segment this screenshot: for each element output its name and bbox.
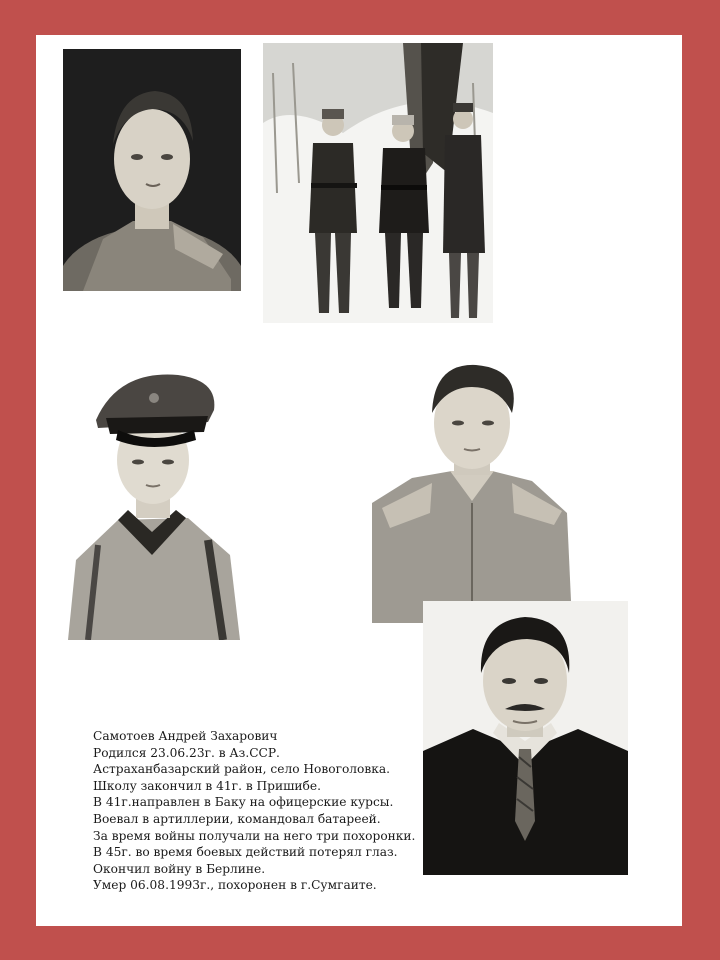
biography-text (93, 728, 463, 894)
bio-line: Родился 23.06.23г. в Аз.ССР. (93, 745, 280, 760)
group-photo-three-soldiers (263, 43, 493, 323)
bio-line: Школу закончил в 41г. в Пришибе. (93, 778, 321, 793)
cap-portrait-image (58, 350, 246, 640)
bio-line: Воевал в артиллерии, командовал батареей. (93, 811, 381, 826)
bio-line: Окончил войну в Берлине. (93, 861, 266, 876)
portrait-image (63, 49, 241, 291)
bio-line: В 41г.направлен в Баку на офицерские курсы. (93, 795, 394, 810)
bio-line: Умер 06.08.1993г., похоронен в г.Сумгаите. (93, 878, 377, 893)
document-sheet (36, 35, 682, 926)
bio-line: В 45г. во время боевых действий потерял глаз. (93, 845, 398, 860)
bio-line: Самотоев Андрей Захарович (93, 729, 278, 743)
portrait-photo-peaked-cap (58, 350, 246, 640)
bio-line: За время войны получали на него три похоронки. (93, 828, 416, 843)
group-image (263, 43, 493, 323)
middle-portrait-image (372, 353, 572, 623)
portrait-photo-top-left (63, 49, 241, 291)
bio-line: Астраханбазарский район, село Новоголовка. (93, 762, 390, 777)
portrait-photo-middle-right (372, 353, 572, 623)
